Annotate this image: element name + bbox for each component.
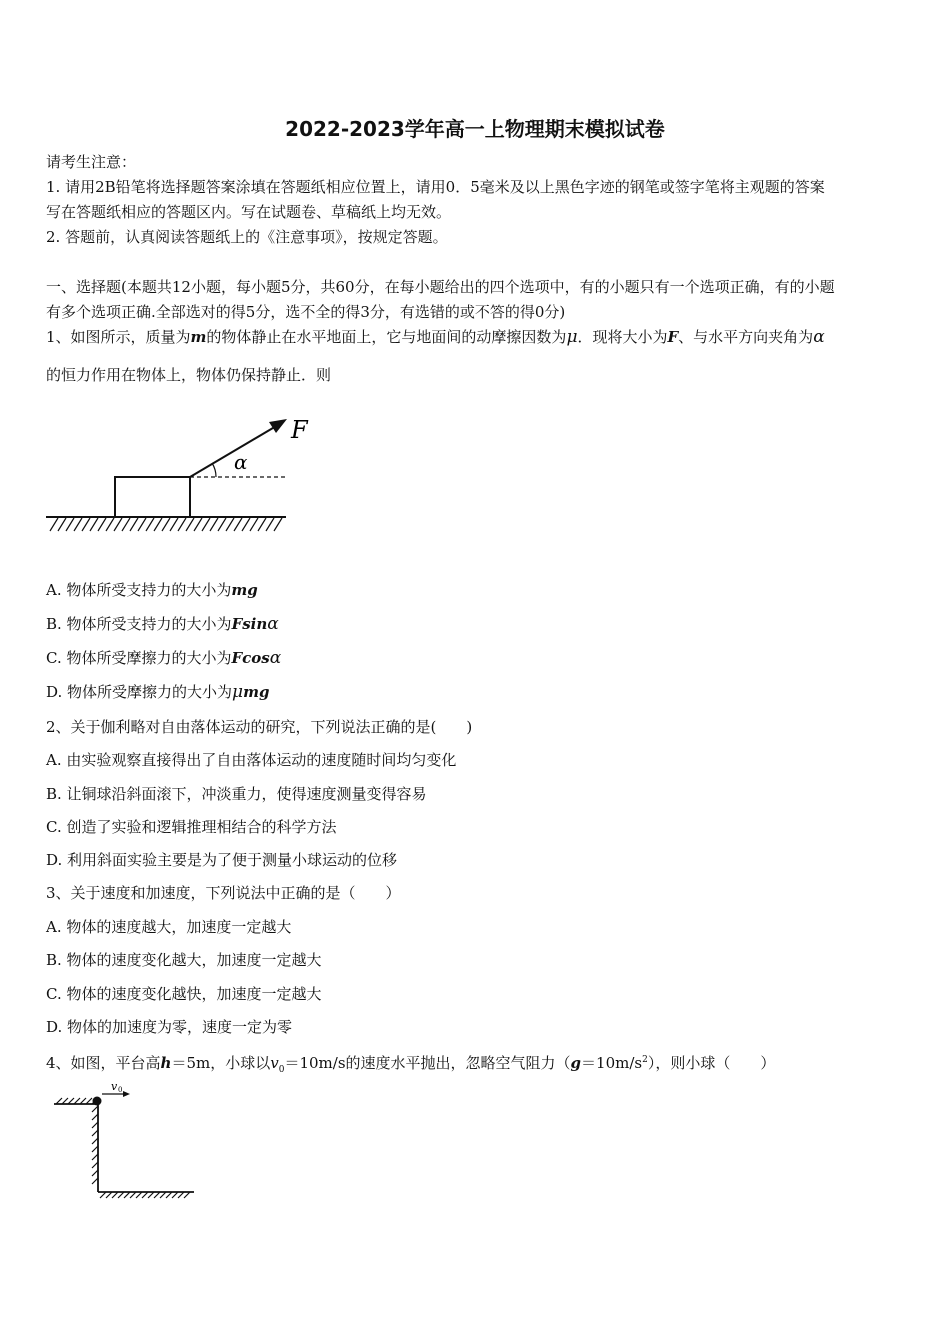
velocity-label-sub: 0 <box>118 1086 123 1094</box>
q2-option-b: B. 让铜球沿斜面滚下，冲淡重力，使得速度测量变得容易 <box>46 785 427 803</box>
block <box>115 477 190 517</box>
q1-mu: μ <box>566 327 578 347</box>
q1-option-d-text: D. 物体所受摩擦力的大小为 <box>46 683 233 701</box>
section-intro-b: 有多个选项正确.全部选对的得5分，选不全的得3分，有选错的或不答的得0分) <box>46 303 566 321</box>
notice-item-2: 2. 答题前，认真阅读答题纸上的《注意事项》，按规定答题。 <box>46 228 448 246</box>
q1-option-d-math: mg <box>243 683 270 701</box>
q1-option-c-math: Fcos <box>231 649 270 667</box>
q1-alpha: α <box>813 327 825 347</box>
q1-F: F <box>667 328 679 346</box>
angle-label: α <box>234 450 248 474</box>
force-label: F <box>291 416 308 444</box>
q3-option-b: B. 物体的速度变化越大，加速度一定越大 <box>46 951 322 969</box>
q1-option-c <box>46 648 281 668</box>
q3-option-c: C. 物体的速度变化越快，加速度一定越大 <box>46 985 322 1003</box>
ball <box>93 1097 102 1106</box>
platform-hatching <box>54 1098 194 1198</box>
notice-heading: 请考生注意： <box>46 153 137 171</box>
ground-hatching <box>46 517 286 531</box>
q1-option-b <box>46 614 279 634</box>
notice-item-1a: 1. 请用2B铅笔将选择题答案涂填在答题纸相应位置上，请用0．5毫米及以上黑色字迹的钢笔或签字笔将主观题的答案 <box>46 178 825 196</box>
q2-option-a: A. 由实验观察直接得出了自由落体运动的速度随时间均匀变化 <box>46 751 457 769</box>
q2-option-d: D. 利用斜面实验主要是为了便于测量小球运动的位移 <box>46 851 398 869</box>
q1-option-d-greek: μ <box>232 682 244 702</box>
q4-g-sup: 2 <box>642 1055 648 1065</box>
q1-stem-e: 的恒力作用在物体上，物体仍保持静止．则 <box>46 366 332 384</box>
q1-option-b-math: Fsin <box>231 615 268 633</box>
q1-stem-b: 的物体静止在水平地面上，它与地面间的动摩擦因数为 <box>206 328 567 346</box>
q1-stem-c: ．现将大小为 <box>577 328 668 346</box>
q1-figure <box>40 405 310 545</box>
velocity-label: v <box>111 1080 118 1093</box>
q4-v: v <box>270 1054 279 1072</box>
q1-option-d <box>46 682 269 702</box>
q3-stem: 3、关于速度和加速度，下列说法中正确的是（ ） <box>46 884 401 902</box>
angle-arc <box>212 463 216 477</box>
q2-stem: 2、关于伽利略对自由落体运动的研究，下列说法正确的是( ) <box>46 718 473 736</box>
q4-figure <box>48 1078 208 1204</box>
q1-option-a <box>46 580 258 600</box>
q4-stem <box>46 1050 775 1080</box>
q4-stem-b: ＝5m，小球以 <box>171 1054 271 1072</box>
q3-option-a: A. 物体的速度越大，加速度一定越大 <box>46 918 292 936</box>
force-arrow-head <box>269 419 287 433</box>
q4-h: h <box>160 1054 172 1072</box>
q4-v-sub: 0 <box>278 1065 285 1075</box>
velocity-arrow-head <box>123 1091 130 1097</box>
q1-stem-a: 1、如图所示，质量为 <box>46 328 191 346</box>
section-intro-a: 一、选择题(本题共12小题，每小题5分，共60分，在每小题给出的四个选项中，有的小题只有一个选项正确，有的小题 <box>46 278 835 296</box>
q2-option-c: C. 创造了实验和逻辑推理相结合的科学方法 <box>46 818 337 836</box>
q1-option-b-greek: α <box>267 614 279 634</box>
q4-stem-d: ＝10m/s <box>581 1054 643 1072</box>
page-title: 2022-2023学年高一上物理期末模拟试卷 <box>285 117 665 141</box>
q1-option-c-greek: α <box>269 648 282 668</box>
q1-option-b-text: B. 物体所受支持力的大小为 <box>46 615 232 633</box>
q4-stem-e: ），则小球（ ） <box>647 1054 776 1072</box>
q4-g: g <box>570 1054 582 1072</box>
q4-stem-c: ＝10m/s的速度水平抛出，忽略空气阻力（ <box>284 1054 571 1072</box>
q1-option-a-math: mg <box>231 581 258 599</box>
q1-m: m <box>190 328 207 346</box>
q1-option-a-text: A. 物体所受支持力的大小为 <box>46 581 232 599</box>
q1-stem-line1 <box>46 327 825 347</box>
q3-option-d: D. 物体的加速度为零，速度一定为零 <box>46 1018 293 1036</box>
q1-stem-d: 、与水平方向夹角为 <box>678 328 814 346</box>
notice-item-1b: 写在答题纸相应的答题区内。写在试题卷、草稿纸上均无效。 <box>46 203 452 221</box>
q1-option-c-text: C. 物体所受摩擦力的大小为 <box>46 649 232 667</box>
q4-stem-a: 4、如图，平台高 <box>46 1054 161 1072</box>
